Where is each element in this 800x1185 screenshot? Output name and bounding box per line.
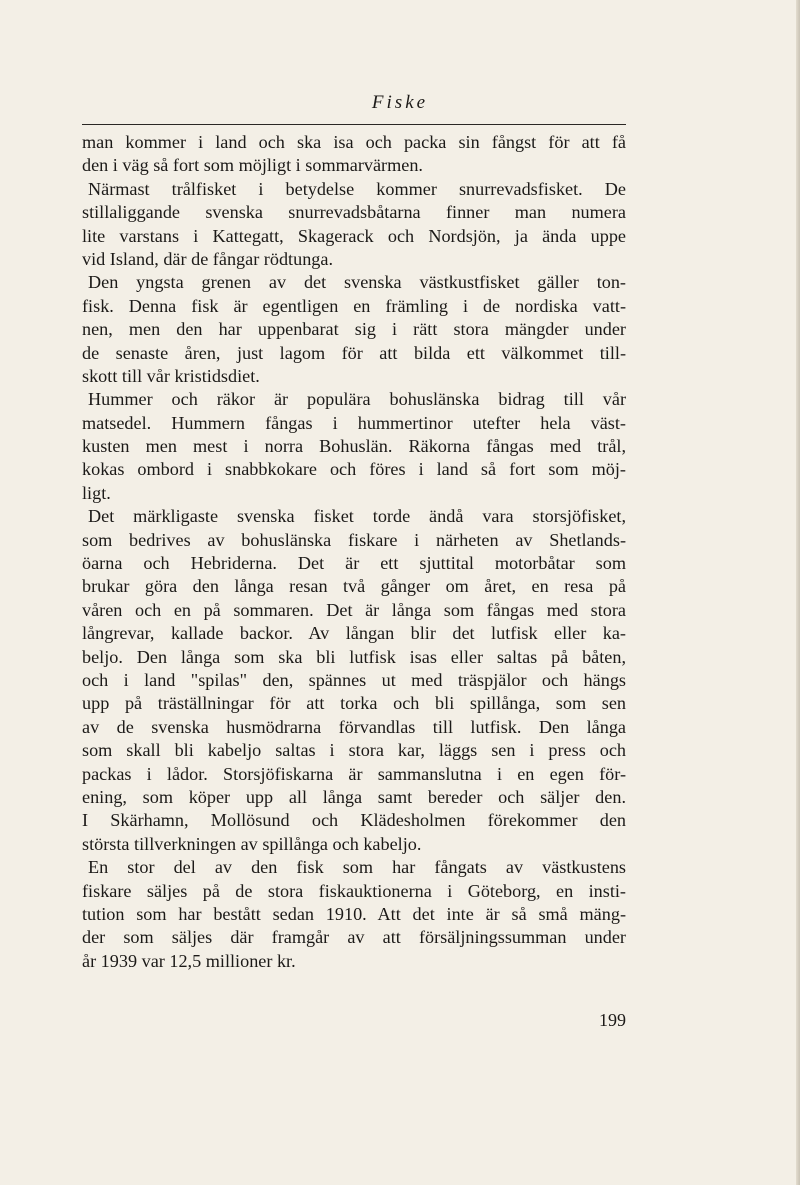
text-line: Hummer och räkor är populära bohuslänska bidrag till vår xyxy=(88,389,626,410)
page-number: 199 xyxy=(599,1010,626,1030)
text-line: största tillverkningen av spillånga och kabeljo. xyxy=(82,833,422,854)
text-line: I Skärhamn, Mollösund och Klädesholmen förekommer den xyxy=(82,810,626,831)
text-line: packas i lådor. Storsjöfiskarna är sammanslutna i en egen för- xyxy=(82,763,626,784)
text-line: ening, som köper upp all långa samt bereder och säljer den. xyxy=(82,786,626,807)
text-line: som bedrives av bohuslänska fiskare i närheten av Shetlands- xyxy=(82,529,626,550)
text-line: som skall bli kabeljo saltas i stora kar, läggs sen i press och xyxy=(82,740,626,761)
header-rule xyxy=(82,124,626,125)
text-line: kokas ombord i snabbkokare och föres i land så fort som möj- xyxy=(82,459,626,480)
page-edge-shadow xyxy=(796,0,800,1185)
text-line: nen, men den har uppenbarat sig i rätt stora mängder under xyxy=(82,319,626,340)
body-text xyxy=(82,131,626,973)
text-line: beljo. Den långa som ska bli lutfisk isas eller saltas på båten, xyxy=(82,646,626,667)
text-line: upp på träställningar för att torka och bli spillånga, som sen xyxy=(82,693,626,714)
text-line: stillaliggande svenska snurrevadsbåtarna finner man numera xyxy=(82,202,626,223)
text-line: och i land "spilas" den, spännes ut med träspjälor och hängs xyxy=(82,669,626,690)
text-line: år 1939 var 12,5 millioner kr. xyxy=(82,950,296,971)
text-line: av de svenska husmödrarna förvandlas till lutfisk. Den långa xyxy=(82,716,626,737)
text-line: de senaste åren, just lagom för att bilda ett välkommet till- xyxy=(82,342,626,363)
text-line: man kommer i land och ska isa och packa sin fångst för att få xyxy=(82,132,626,152)
text-line: Det märkligaste svenska fisket torde ändå vara storsjöfisket, xyxy=(88,506,626,527)
text-line: skott till vår kristidsdiet. xyxy=(82,365,260,386)
text-line: brukar göra den långa resan två gånger om året, en resa på xyxy=(82,576,626,597)
text-line: långrevar, kallade backor. Av långan blir det lutfisk eller ka- xyxy=(82,623,626,644)
text-line: Närmast trålfisket i betydelse kommer snurrevadsfisket. De xyxy=(88,178,626,199)
text-line: tution som har bestått sedan 1910. Att det inte är så små mäng- xyxy=(82,903,626,924)
text-line: der som säljes där framgår av att försäljningssumman under xyxy=(82,927,626,948)
text-line: den i väg så fort som möjligt i sommarvärmen. xyxy=(82,155,423,176)
text-line: kusten men mest i norra Bohuslän. Räkorna fångas med trål, xyxy=(82,436,626,457)
text-line: öarna och Hebriderna. Det är ett sjuttital motorbåtar som xyxy=(82,553,626,574)
text-line: matsedel. Hummern fångas i hummertinor utefter hela väst- xyxy=(82,412,626,433)
text-line: Den yngsta grenen av det svenska västkustfisket gäller ton- xyxy=(88,272,626,293)
text-line: ligt. xyxy=(82,482,111,503)
text-line: En stor del av den fisk som har fångats av västkustens xyxy=(88,857,626,878)
text-line: våren och en på sommaren. Det är långa som fångas med stora xyxy=(82,599,626,620)
text-line: lite varstans i Kattegatt, Skagerack och Nordsjön, ja ända uppe xyxy=(82,225,626,246)
text-line: fiskare säljes på de stora fiskauktionerna i Göteborg, en insti- xyxy=(82,880,626,901)
text-line: fisk. Denna fisk är egentligen en främling i de nordiska vatt- xyxy=(82,295,626,316)
running-head: Fiske xyxy=(371,92,429,113)
text-line: vid Island, där de fångar rödtunga. xyxy=(82,248,334,269)
